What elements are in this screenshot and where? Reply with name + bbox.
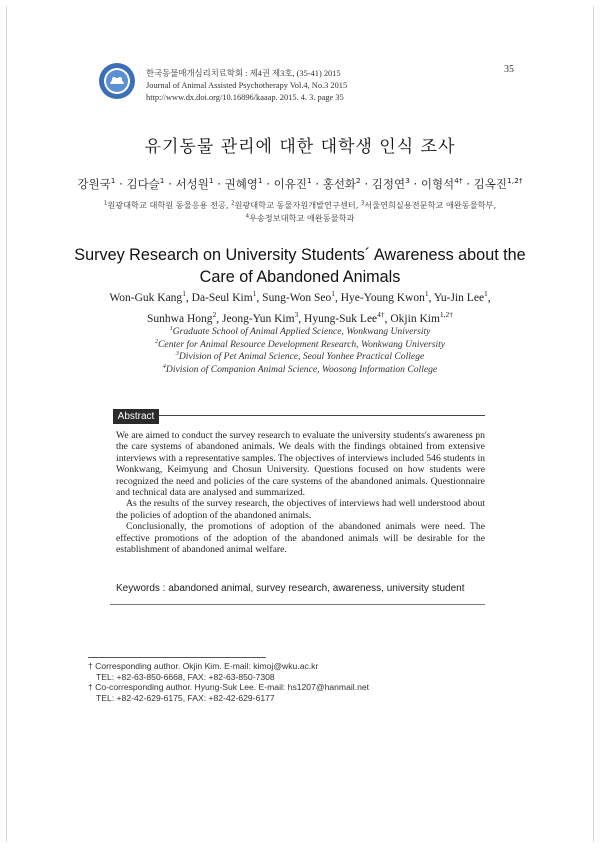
footnote-corresponding: † Corresponding author. Okjin Kim. E-mail: kimoj@wku.ac.kr TEL: +82-63-850-6668, FAX: +82-63-850-7308 bbox=[88, 661, 319, 682]
affiliation-en: $^1$Graduate School of Animal Applied Science, Wonkwang University bbox=[169, 324, 431, 337]
author-en: Won-Guk Kang$^1$ bbox=[109, 289, 186, 304]
author-ko: 강원국$^1$ bbox=[77, 176, 116, 191]
author-en: Hyung-Suk Lee$^{4\dagger}$ bbox=[304, 310, 385, 325]
author-ko: 권혜영$^1$ bbox=[224, 176, 263, 191]
author-ko: 김정연$^3$ bbox=[371, 176, 410, 191]
title-korean: 유기동물 관리에 대한 대학생 인식 조사 bbox=[144, 137, 456, 157]
journal-name-ko: 한국동물매개심리치료학회 : 제4권 제3호, (35-41) 2015 bbox=[146, 69, 341, 78]
authors-english: Won-Guk Kang$^1$, Da-Seul Kim$^1$, Sung-Won Seo$^1$, Hye-Young Kwon$^1$, Yu-Jin Lee$^1$, Sunhwa Hong$^2$, Jeong-Yun Kim$^3$, Hyung-Suk Lee$^{4\dagger}$, Okjin Kim$^{1,2\dagger}$ bbox=[109, 289, 491, 325]
author-ko: 이형석$^{4\dagger}$ bbox=[420, 176, 463, 191]
footnote-divider bbox=[88, 657, 266, 658]
author-ko: 이유진$^1$ bbox=[273, 176, 312, 191]
author-en: Jeong-Yun Kim$^3$ bbox=[222, 310, 299, 325]
abstract-label: Abstract bbox=[113, 409, 159, 424]
author-ko: 서성원$^1$ bbox=[175, 176, 214, 191]
affiliations-english bbox=[60, 326, 540, 376]
abstract-body bbox=[116, 430, 485, 555]
affiliation-en: $^3$Division of Pet Animal Science, Seoul Yonhee Practical College bbox=[175, 350, 425, 363]
author-en: Okjin Kim$^{1,2\dagger}$ bbox=[390, 310, 453, 325]
journal-name-en: Journal of Animal Assisted Psychotherapy Vol.4, No.3 2015 bbox=[146, 81, 348, 90]
keywords-divider bbox=[110, 604, 485, 605]
title-english: Survey Research on University Students´ Awareness about the Care of Abandoned Animals bbox=[74, 246, 526, 286]
affiliation-en: $^4$Division of Companion Animal Science, Woosong Information College bbox=[162, 362, 438, 375]
author-ko: 김옥진$^{1,2\dagger}$ bbox=[473, 176, 523, 191]
abstract-paragraph: We are aimed to conduct the survey research to evaluate the university students's awareness pn the care systems of abandoned animals. We deals with the findings obtained from extensive interviews with a representative samples. The objectives of interviews included 546 students in Wonkwang, Keimyung and Chosun University. Questions focused on how students were recognized the need and policies of the care systems of the abandoned animals. Questionnaire and technical data are analysed and summarized. bbox=[116, 430, 485, 499]
footnote-co-corresponding: † Co-corresponding author. Hyung-Suk Lee. E-mail: hs1207@hanmail.net TEL: +82-42-629-6175, FAX: +82-42-629-6177 bbox=[88, 682, 370, 703]
society-seal-icon bbox=[98, 62, 136, 100]
doi-link[interactable]: http://www.dx.doi.org/10.16896/kaaap. 2015. 4. 3. page 35 bbox=[146, 93, 344, 102]
author-en: Sung-Won Seo$^1$ bbox=[262, 289, 335, 304]
author-ko: 김다슬$^1$ bbox=[126, 176, 165, 191]
abstract-paragraph: As the results of the survey research, the objectives of interviews had well understood about the policies of adoption of the abandoned animals. bbox=[116, 498, 485, 521]
author-en: Hye-Young Kwon$^1$ bbox=[340, 289, 429, 304]
page-number: 35 bbox=[504, 64, 514, 75]
footnotes bbox=[88, 661, 369, 703]
author-en: Yu-Jin Lee$^1$ bbox=[433, 289, 488, 304]
author-en: Da-Seul Kim$^1$ bbox=[191, 289, 257, 304]
affiliation-en: $^2$Center for Animal Resource Development Research, Wonkwang University bbox=[154, 337, 446, 350]
journal-header bbox=[146, 68, 347, 104]
abstract-paragraph: Conclusionally, the promotions of adoption of the abandoned animals were need. The effective promotions of the adoption of the abandoned animals will be desirable for the establishment of abandoned animal welfare. bbox=[116, 521, 485, 556]
affiliations-korean: $^1$원광대학교 대학원 동물응용 전공, $^2$원광대학교 동물자원개발연구센터, $^3$서울연희실용전문학교 애완동물학부, $^4$우송정보대학교 애완동물학과 bbox=[103, 200, 497, 223]
authors-korean: 강원국$^1$ · 김다슬$^1$ · 서성원$^1$ · 권혜영$^1$ · 이유진$^1$ · 홍선화$^2$ · 김정연$^3$ · 이형석$^{4\dagger}$ · 김옥진$^{1,2\dagger}$ bbox=[77, 176, 523, 191]
author-ko: 홍선화$^2$ bbox=[322, 176, 361, 191]
abstract-divider bbox=[159, 415, 485, 416]
keywords: Keywords : abandoned animal, survey research, awareness, university student bbox=[116, 583, 465, 594]
author-en: Sunhwa Hong$^2$ bbox=[147, 310, 217, 325]
